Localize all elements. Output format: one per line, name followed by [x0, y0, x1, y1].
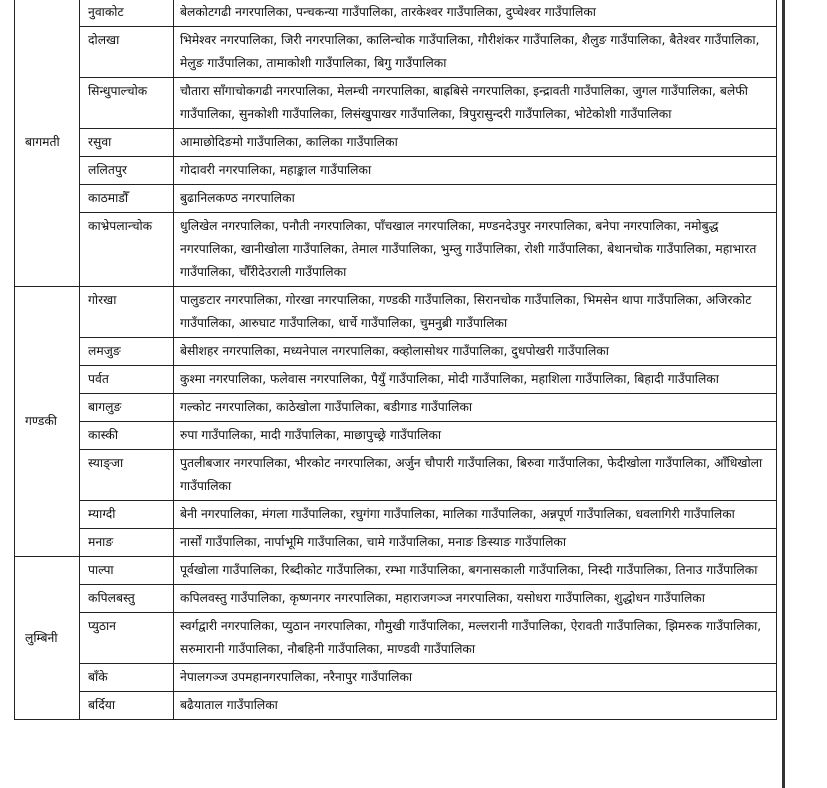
table-row — [15, 27, 777, 78]
table-row — [15, 585, 777, 613]
municipality-table-body — [15, 0, 777, 720]
district-cell: दोलखा — [80, 27, 174, 78]
municipalities-cell: बेलकोटगढी नगरपालिका, पन्चकन्या गाउँपालिका, तारकेश्वर गाउँपालिका, दुप्चेश्वर गाउँपालिका — [174, 0, 777, 27]
table-row — [15, 0, 777, 27]
page-edge-divider — [782, 0, 785, 788]
table-row — [15, 129, 777, 157]
district-cell: रसुवा — [80, 129, 174, 157]
municipalities-cell: कुश्मा नगरपालिका, फलेवास नगरपालिका, पैयुँ गाउँपालिका, मोदी गाउँपालिका, महाशिला गाउँपालिका, बिहादी गाउँपालिका — [174, 366, 777, 394]
municipalities-cell: बुढानिलकण्ठ नगरपालिका — [174, 185, 777, 213]
district-cell: गोरखा — [80, 287, 174, 338]
municipalities-cell: स्वर्गद्वारी नगरपालिका, प्युठान नगरपालिका, गौमुखी गाउँपालिका, मल्लरानी गाउँपालिका, ऐरावती गाउँपालिका, झिमरुक गाउँपालिका, सरुमारानी गाउँपालिका, नौबहिनी गाउँपालिका, माण्डवी गाउँपालिका — [174, 613, 777, 664]
district-cell: ललितपुर — [80, 157, 174, 185]
district-cell: काठमाडौँ — [80, 185, 174, 213]
district-cell: पाल्पा — [80, 557, 174, 585]
table-row — [15, 557, 777, 585]
municipalities-cell: गोदावरी नगरपालिका, महाङ्काल गाउँपालिका — [174, 157, 777, 185]
municipalities-cell: नार्सों गाउँपालिका, नार्पाभूमि गाउँपालिका, चामे गाउँपालिका, मनाङ ङिस्याङ गाउँपालिका — [174, 529, 777, 557]
municipalities-cell: रुपा गाउँपालिका, मादी गाउँपालिका, माछापुच्छ्रे गाउँपालिका — [174, 422, 777, 450]
district-cell: स्याङ्जा — [80, 450, 174, 501]
municipalities-cell: पूर्वखोला गाउँपालिका, रिब्दीकोट गाउँपालिका, रम्भा गाउँपालिका, बगनासकाली गाउँपालिका, निस्दी गाउँपालिका, तिनाउ गाउँपालिका — [174, 557, 777, 585]
district-cell: बागलुङ — [80, 394, 174, 422]
table-row — [15, 613, 777, 664]
table-row — [15, 529, 777, 557]
province-cell: बागमती — [15, 0, 80, 287]
table-row — [15, 338, 777, 366]
district-cell: नुवाकोट — [80, 0, 174, 27]
table-row — [15, 157, 777, 185]
municipalities-cell: बेसीशहर नगरपालिका, मध्यनेपाल नगरपालिका, क्व्होलासोथर गाउँपालिका, दुधपोखरी गाउँपालिका — [174, 338, 777, 366]
district-cell: कपिलबस्तु — [80, 585, 174, 613]
table-row — [15, 450, 777, 501]
municipalities-cell: धुलिखेल नगरपालिका, पनौती नगरपालिका, पाँचखाल नगरपालिका, मण्डनदेउपुर नगरपालिका, बनेपा नगरपालिका, नमोबुद्ध नगरपालिका, खानीखोला गाउँपालिका, तेमाल गाउँपालिका, भुम्लु गाउँपालिका, रोशी गाउँपालिका, बेथानचोक गाउँपालिका, महाभारत गाउँपालिका, चौँरीदेउराली गाउँपालिका — [174, 213, 777, 287]
table-row — [15, 394, 777, 422]
table-row — [15, 287, 777, 338]
district-cell: म्याग्दी — [80, 501, 174, 529]
district-cell: बाँके — [80, 664, 174, 692]
municipalities-cell: कपिलवस्तु गाउँपालिका, कृष्णनगर नगरपालिका, महाराजगञ्ज नगरपालिका, यसोधरा गाउँपालिका, शुद्धोधन गाउँपालिका — [174, 585, 777, 613]
table-row — [15, 422, 777, 450]
district-cell: काभ्रेपलान्चोक — [80, 213, 174, 287]
table-row — [15, 78, 777, 129]
municipalities-cell: नेपालगञ्ज उपमहानगरपालिका, नरैनापुर गाउँपालिका — [174, 664, 777, 692]
municipalities-cell: आमाछोदिङमो गाउँपालिका, कालिका गाउँपालिका — [174, 129, 777, 157]
table-row — [15, 185, 777, 213]
district-cell: सिन्धुपाल्चोक — [80, 78, 174, 129]
municipalities-cell: पालुङटार नगरपालिका, गोरखा नगरपालिका, गण्डकी गाउँपालिका, सिरानचोक गाउँपालिका, भिमसेन थापा गाउँपालिका, अजिरकोट गाउँपालिका, आरुघाट गाउँपालिका, धार्चे गाउँपालिका, चुमनुब्री गाउँपालिका — [174, 287, 777, 338]
province-cell: लुम्बिनी — [15, 557, 80, 720]
municipality-table — [14, 0, 777, 720]
district-cell: बर्दिया — [80, 692, 174, 720]
table-row — [15, 366, 777, 394]
table-row — [15, 501, 777, 529]
province-cell: गण्डकी — [15, 287, 80, 557]
table-row — [15, 692, 777, 720]
municipalities-cell: बेनी नगरपालिका, मंगला गाउँपालिका, रघुगंगा गाउँपालिका, मालिका गाउँपालिका, अन्नपूर्ण गाउँपालिका, धवलागिरी गाउँपालिका — [174, 501, 777, 529]
table-row — [15, 664, 777, 692]
table-row — [15, 213, 777, 287]
district-cell: लमजुङ — [80, 338, 174, 366]
district-cell: पर्वत — [80, 366, 174, 394]
municipalities-cell: गल्कोट नगरपालिका, काठेखोला गाउँपालिका, बडीगाड गाउँपालिका — [174, 394, 777, 422]
district-cell: मनाङ — [80, 529, 174, 557]
municipalities-cell: बढैयाताल गाउँपालिका — [174, 692, 777, 720]
municipalities-cell: पुतलीबजार नगरपालिका, भीरकोट नगरपालिका, अर्जुन चौपारी गाउँपालिका, बिरुवा गाउँपालिका, फेदीखोला गाउँपालिका, आँधिखोला गाउँपालिका — [174, 450, 777, 501]
municipalities-cell: चौतारा साँगाचोकगढी नगरपालिका, मेलम्ची नगरपालिका, बाह्रबिसे नगरपालिका, इन्द्रावती गाउँपालिका, जुगल गाउँपालिका, बलेफी गाउँपालिका, सुनकोशी गाउँपालिका, लिसंखुपाखर गाउँपालिका, त्रिपुरासुन्दरी गाउँपालिका, भोटेकोशी गाउँपालिका — [174, 78, 777, 129]
district-cell: प्युठान — [80, 613, 174, 664]
municipalities-cell: भिमेश्वर नगरपालिका, जिरी नगरपालिका, कालिन्चोक गाउँपालिका, गौरीशंकर गाउँपालिका, शैलुङ गाउँपालिका, बैतेश्वर गाउँपालिका, मेलुङ गाउँपालिका, तामाकोशी गाउँपालिका, बिगु गाउँपालिका — [174, 27, 777, 78]
district-cell: कास्की — [80, 422, 174, 450]
